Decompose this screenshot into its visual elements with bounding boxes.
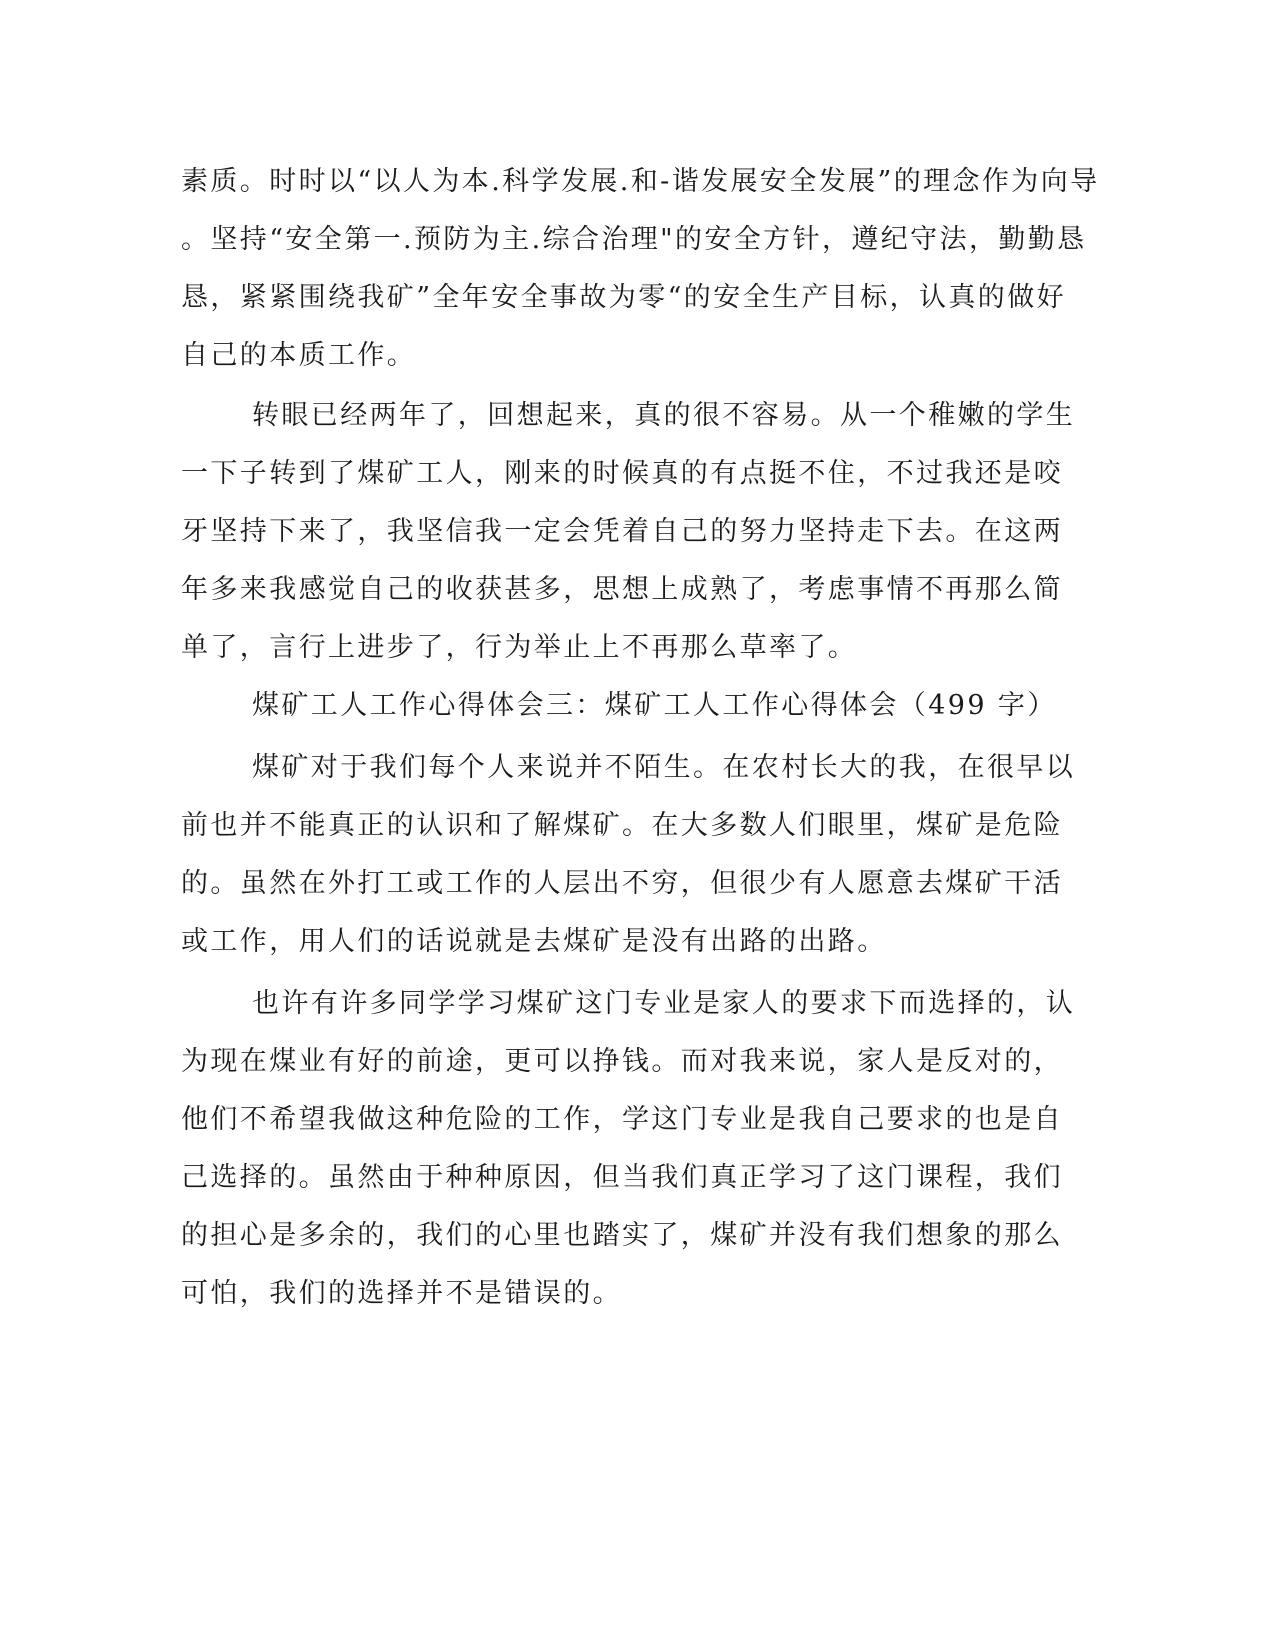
text-line-2: 。坚持“安全第一.预防为主.综合治理"的安全方针，遵纪守法，勤勤恳 [181,224,1087,255]
paragraph-2-line-1: 转眼已经两年了，回想起来，真的很不容易。从一个稚嫩的学生 [252,400,1076,431]
paragraph-4-line-6: 可怕，我们的选择并不是错误的。 [181,1278,622,1309]
section-heading: 煤矿工人工作心得体会三：煤矿工人工作心得体会（499 字） [252,690,1057,721]
paragraph-3-line-3: 的。虽然在外打工或工作的人层出不穷，但很少有人愿意去煤矿干活 [181,868,1063,899]
paragraph-2-line-3: 牙坚持下来了，我坚信我一定会凭着自己的努力坚持走下去。在这两 [181,516,1063,547]
text-line-4: 自己的本质工作。 [181,340,417,371]
paragraph-4-line-2: 为现在煤业有好的前途，更可以挣钱。而对我来说，家人是反对的， [181,1046,1063,1077]
paragraph-3-line-4: 或工作，用人们的话说就是去煤矿是没有出路的出路。 [181,926,887,957]
paragraph-4-line-3: 他们不希望我做这种危险的工作，学这门专业是我自己要求的也是自 [181,1104,1063,1135]
paragraph-2-line-4: 年多来我感觉自己的收获甚多，思想上成熟了，考虑事情不再那么简 [181,574,1063,605]
paragraph-3-line-1: 煤矿对于我们每个人来说并不陌生。在农村长大的我，在很早以 [252,752,1076,783]
paragraph-2-line-2: 一下子转到了煤矿工人，刚来的时候真的有点挺不住，不过我还是咬 [181,458,1063,489]
paragraph-2-line-5: 单了，言行上进步了，行为举止上不再那么草率了。 [181,632,858,663]
text-line-1: 素质。时时以“以人为本.科学发展.和-谐发展安全发展”的理念作为向导 [181,166,1100,197]
paragraph-4-line-5: 的担心是多余的，我们的心里也踏实了，煤矿并没有我们想象的那么 [181,1220,1063,1251]
text-line-3: 恳，紧紧围绕我矿”全年安全事故为零“的安全生产目标，认真的做好 [181,282,1067,313]
paragraph-4-line-4: 己选择的。虽然由于种种原因，但当我们真正学习了这门课程，我们 [181,1162,1063,1193]
paragraph-4-line-1: 也许有许多同学学习煤矿这门专业是家人的要求下而选择的，认 [252,988,1076,1019]
paragraph-3-line-2: 前也并不能真正的认识和了解煤矿。在大多数人们眼里，煤矿是危险 [181,810,1063,841]
